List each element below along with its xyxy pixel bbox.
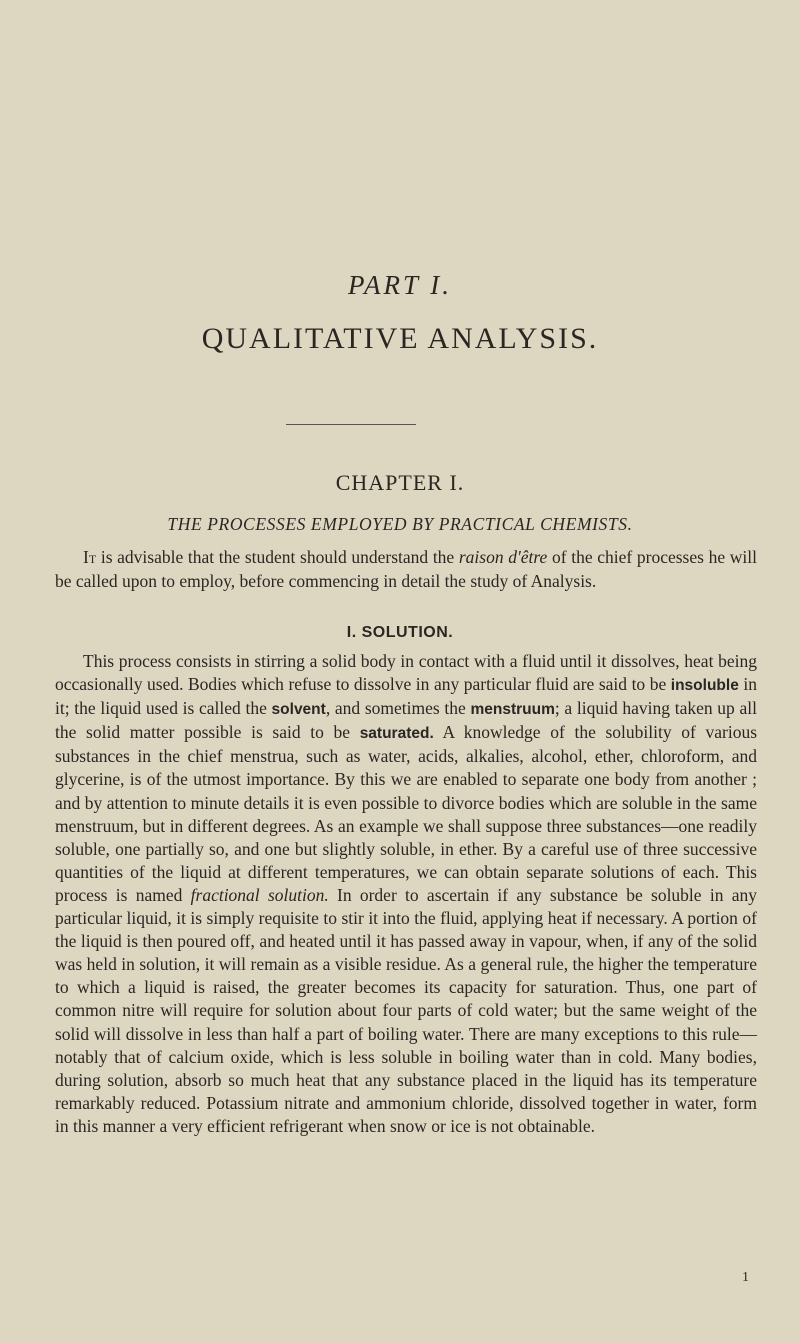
- divider-rule: [286, 424, 416, 425]
- body-text-2: in it; the liquid used is called the: [55, 674, 757, 719]
- part-heading: PART I.: [347, 270, 453, 300]
- term-saturated: saturated.: [359, 725, 434, 743]
- intro-text-2: of the chief processes he will be called upon to employ, before commencing in detail the study of Analysis.: [55, 547, 757, 591]
- page-number: 1: [742, 1270, 749, 1285]
- intro-lead-word: It: [83, 547, 97, 567]
- term-menstruum: menstruum: [470, 701, 555, 719]
- solution-paragraph: [55, 650, 757, 1138]
- chapter-heading: CHAPTER I.: [335, 470, 465, 495]
- intro-paragraph: [55, 546, 757, 593]
- intro-text-1: is advisable that the student should understand the: [96, 547, 459, 567]
- term-solvent: solvent: [271, 701, 326, 719]
- chapter-title: THE PROCESSES EMPLOYED BY PRACTICAL CHEMISTS.: [167, 514, 633, 534]
- body-text-4: ; a liquid having taken up all the solid matter possible is said to be: [55, 698, 757, 743]
- body-text-6: In order to ascertain if any substance be soluble in any particular liquid, it is simply requisite to stir it into the fluid, applying heat if necessary. A portion of the liquid is then poured off, and heated until it has passed away in vapour, when, if any of the solid was held in solution, it will remain as a visible residue. As a general rule, the higher the temperature to which a liquid is raised, the greater becomes its capacity for saturation. Thus, one part of common nitre will require for solution about four parts of cold water; but the same weight of the solid will dissolve in less than half a part of boiling water. There are many exceptions to this rule—notably that of calcium oxide, which is less soluble in boiling water than in cold. Many bodies, during solution, absorb so much heat that any substance placed in the liquid has its temperature remarkably reduced. Potassium nitrate and ammonium chloride, dissolved together in water, form in this manner a very efficient refrigerant when snow or ice is not obtainable.: [55, 884, 757, 1136]
- body-text-1: This process consists in stirring a solid body in contact with a fluid until it dissolves, heat being occasionally used. Bodies which refuse to dissolve in any particular fluid are said to be: [55, 651, 757, 695]
- body-text-3: , and sometimes the: [325, 698, 471, 719]
- book-title: QUALITATIVE ANALYSIS.: [201, 322, 599, 355]
- intro-italic-phrase: raison d'être: [458, 547, 548, 567]
- term-fractional-solution: fractional solution.: [190, 884, 329, 905]
- term-insoluble: insoluble: [670, 677, 739, 695]
- section-heading: I. SOLUTION.: [346, 624, 454, 641]
- body-text-5: A knowledge of the solubility of various substances in the chief menstrua, such as water, acids, alkalies, alcohol, ether, chloroform, and glycerine, is of the utmost importance. By this we are enabled to separate one body from another ; and by attention to minute details it is even possible to divorce bodies which are soluble in the same menstruum, but in different degrees. As an example we shall suppose three substances—one readily soluble, one partially so, and one but slightly soluble, in ether. By a careful use of three successive quantities of the liquid at different temperatures, we can obtain separate solutions of each. This process is named: [55, 722, 758, 905]
